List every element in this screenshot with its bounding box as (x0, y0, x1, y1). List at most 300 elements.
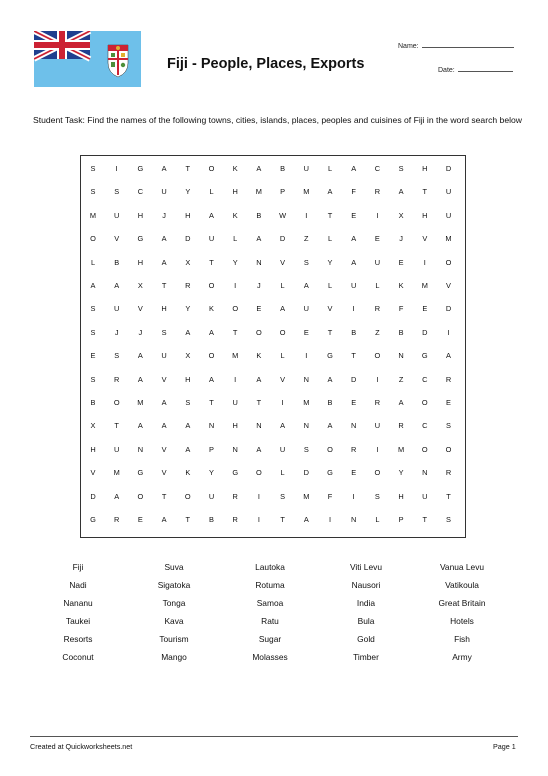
grid-letter: K (209, 304, 214, 314)
word-list-item: Samoa (256, 598, 284, 608)
grid-letter: V (161, 468, 167, 478)
grid-letter: U (208, 234, 215, 244)
word-list-item: Taukei (65, 616, 91, 626)
grid-letter: M (421, 281, 428, 290)
grid-letter: V (161, 374, 167, 384)
grid-letter: I (376, 210, 379, 220)
grid-letter: R (374, 398, 381, 407)
grid-letter: N (256, 421, 262, 431)
word-list-item: India (356, 598, 376, 608)
grid-letter: A (327, 421, 333, 431)
grid-letter: O (184, 491, 191, 501)
grid-letter: O (421, 444, 428, 454)
grid-letter: K (232, 164, 238, 173)
grid-letter: M (232, 351, 239, 361)
date-field[interactable] (438, 64, 513, 74)
grid-letter: A (446, 351, 451, 361)
word-list-item: Rotuma (255, 580, 285, 590)
grid-letter: R (351, 444, 357, 454)
grid-letter: R (114, 374, 120, 384)
grid-letter: V (161, 444, 167, 454)
grid-letter: T (280, 515, 285, 524)
grid-letter: S (114, 351, 120, 361)
grid-letter: A (137, 351, 143, 361)
grid-letter: E (351, 210, 357, 220)
grid-letter: R (232, 515, 238, 524)
grid-letter: V (90, 468, 96, 478)
grid-letter: F (351, 187, 356, 197)
grid-letter: Y (327, 257, 333, 267)
grid-letter: T (209, 398, 214, 407)
grid-letter: B (280, 164, 286, 173)
grid-letter: O (327, 444, 333, 454)
grid-letter: M (137, 398, 144, 407)
grid-letter: E (256, 304, 262, 314)
grid-letter: A (280, 421, 286, 431)
word-list-item: Army (452, 652, 472, 662)
grid-letter: I (234, 281, 237, 290)
grid-letter: A (161, 398, 167, 407)
grid-letter: M (89, 210, 97, 220)
grid-letter: M (303, 398, 310, 407)
grid-letter: S (303, 257, 309, 267)
grid-letter: M (398, 444, 405, 454)
grid-letter: O (279, 327, 286, 337)
grid-letter: K (256, 351, 262, 361)
grid-letter: U (303, 304, 309, 314)
grid-letter: R (232, 491, 238, 501)
grid-letter: A (256, 234, 262, 244)
grid-letter: T (256, 398, 262, 407)
grid-letter: T (114, 421, 119, 431)
grid-letter: Y (398, 468, 404, 478)
grid-letter: N (398, 351, 404, 361)
grid-letter: L (280, 468, 285, 478)
grid-letter: A (209, 327, 214, 337)
grid-letter: Y (209, 468, 214, 478)
grid-letter: O (256, 468, 262, 478)
word-list-item: Fish (454, 634, 470, 644)
grid-letter: H (137, 257, 144, 267)
word-list-item: Nausori (351, 580, 381, 590)
grid-letter: I (234, 374, 237, 384)
footer-credit: Created at Quickworksheets.net (30, 742, 133, 751)
grid-letter: U (232, 398, 238, 407)
grid-letter: D (279, 234, 286, 244)
grid-letter: K (398, 281, 404, 290)
grid-letter: R (398, 421, 404, 431)
grid-letter: H (137, 210, 144, 220)
grid-letter: H (161, 304, 167, 314)
grid-letter: K (232, 210, 238, 220)
grid-letter: D (445, 304, 452, 314)
grid-letter: M (303, 187, 310, 197)
grid-letter: U (303, 164, 309, 173)
grid-letter: V (137, 304, 143, 314)
word-list-item: Lautoka (255, 562, 285, 572)
grid-letter: H (232, 187, 238, 197)
grid-letter: U (114, 444, 120, 454)
grid-letter: A (209, 210, 214, 220)
word-list-item: Timber (353, 652, 379, 662)
grid-letter: T (185, 164, 191, 173)
grid-letter: R (114, 515, 120, 524)
grid-letter: E (398, 257, 404, 267)
grid-letter: A (351, 234, 357, 244)
grid-letter: A (256, 374, 262, 384)
grid-letter: U (374, 257, 381, 267)
grid-letter: A (161, 421, 167, 431)
grid-letter: P (280, 187, 286, 197)
grid-letter: N (303, 421, 309, 431)
grid-letter: A (303, 515, 309, 524)
grid-letter: O (232, 304, 239, 314)
grid-letter: T (161, 281, 167, 290)
grid-letter: S (446, 515, 451, 524)
grid-letter: G (90, 515, 96, 524)
grid-letter: O (208, 164, 215, 173)
grid-letter: S (90, 164, 96, 173)
grid-letter: S (90, 374, 96, 384)
grid-letter: I (376, 444, 379, 454)
grid-letter: A (280, 304, 286, 314)
grid-letter: U (422, 491, 428, 501)
grid-letter: C (137, 187, 144, 197)
grid-letter: H (422, 210, 428, 220)
grid-letter: T (209, 257, 214, 267)
grid-letter: F (398, 304, 404, 314)
grid-letter: A (161, 234, 167, 244)
grid-letter: H (185, 210, 191, 220)
footer-page-number: Page 1 (493, 742, 516, 751)
grid-letter: L (280, 281, 285, 290)
footer-divider (30, 736, 518, 737)
grid-letter: O (445, 444, 452, 454)
grid-letter: R (185, 281, 191, 290)
grid-letter: G (137, 234, 144, 244)
word-list-item: Kava (164, 616, 184, 626)
word-list-item: Sigatoka (157, 580, 191, 590)
grid-letter: O (137, 491, 144, 501)
word-search-grid (80, 155, 466, 538)
grid-letter: D (303, 468, 309, 478)
grid-letter: A (137, 421, 143, 431)
grid-letter: U (161, 187, 167, 197)
grid-letter: A (185, 327, 191, 337)
grid-letter: G (327, 468, 333, 478)
grid-letter: X (185, 257, 191, 267)
grid-letter: V (422, 234, 428, 244)
grid-letter: Y (185, 304, 191, 314)
grid-letter: G (137, 164, 144, 173)
grid-letter: T (446, 491, 451, 501)
grid-letter: E (351, 468, 357, 478)
grid-letter: J (399, 234, 403, 244)
grid-letter: N (303, 374, 309, 384)
grid-letter: I (257, 515, 260, 524)
grid-letter: V (280, 257, 286, 267)
grid-letter: A (398, 398, 404, 407)
grid-letter: M (113, 468, 120, 478)
grid-letter: T (327, 327, 333, 337)
grid-letter: H (90, 444, 96, 454)
grid-letter: I (281, 398, 284, 407)
grid-letter: O (421, 398, 428, 407)
grid-letter: U (279, 444, 286, 454)
task-instructions: Student Task: Find the names of the following towns, cities, islands, places, peoples and cuisines of Fiji in the word search below (33, 115, 522, 125)
grid-letter: E (303, 327, 309, 337)
grid-letter: J (257, 281, 261, 290)
grid-letter: E (137, 515, 143, 524)
grid-letter: U (445, 210, 452, 220)
grid-letter: L (327, 234, 333, 244)
grid-letter: K (185, 468, 191, 478)
grid-letter: L (90, 257, 96, 267)
grid-letter: J (114, 327, 119, 337)
grid-letter: C (422, 421, 428, 431)
grid-letter: U (351, 281, 357, 290)
grid-letter: R (445, 468, 452, 478)
word-list-item: Hotels (450, 616, 474, 626)
name-label: Name: (398, 43, 419, 50)
word-list-item: Ratu (261, 616, 279, 626)
grid-letter: H (232, 421, 238, 431)
grid-letter: X (398, 210, 404, 220)
grid-letter: G (232, 468, 239, 478)
grid-letter: A (137, 374, 143, 384)
grid-letter: V (280, 374, 286, 384)
grid-letter: A (351, 257, 357, 267)
grid-letter: O (374, 351, 381, 361)
grid-letter: L (375, 515, 380, 524)
grid-letter: C (374, 164, 381, 173)
grid-letter: I (305, 210, 308, 220)
grid-letter: E (351, 398, 357, 407)
grid-letter: N (351, 421, 357, 431)
grid-letter: N (256, 257, 262, 267)
grid-letter: A (351, 164, 357, 173)
grid-letter: T (422, 515, 428, 524)
grid-letter: J (162, 210, 166, 220)
grid-letter: T (232, 327, 238, 337)
grid-letter: O (90, 234, 96, 244)
grid-letter: P (209, 444, 214, 454)
word-list-item: Great Britain (438, 598, 486, 608)
fiji-flag-icon (34, 31, 141, 87)
grid-letter: Y (232, 257, 238, 267)
word-list-item: Fiji (72, 562, 84, 572)
grid-letter: N (351, 515, 357, 524)
grid-letter: U (114, 210, 120, 220)
grid-letter: E (422, 304, 428, 314)
grid-letter: A (256, 444, 262, 454)
grid-letter: A (185, 421, 191, 431)
word-list-item: Bula (357, 616, 375, 626)
word-list-item: Molasses (252, 652, 288, 662)
word-list-item: Nananu (63, 598, 93, 608)
grid-letter: Z (375, 327, 380, 337)
grid-letter: S (114, 187, 120, 197)
grid-letter: L (280, 351, 285, 361)
grid-letter: I (352, 304, 355, 314)
grid-letter: Z (304, 234, 309, 244)
grid-letter: A (398, 187, 404, 197)
word-list-item: Coconut (62, 652, 94, 662)
grid-letter: B (398, 327, 404, 337)
grid-letter: S (161, 327, 167, 337)
grid-letter: M (255, 187, 262, 197)
grid-letter: I (423, 257, 426, 267)
grid-letter: H (422, 164, 428, 173)
word-list (30, 561, 510, 669)
grid-letter: S (303, 444, 309, 454)
grid-letter: I (328, 515, 332, 524)
grid-letter: H (185, 374, 191, 384)
grid-letter: E (446, 398, 451, 407)
grid-letter: L (209, 187, 214, 197)
grid-letter: B (209, 515, 214, 524)
grid-letter: A (90, 281, 96, 290)
grid-letter: D (351, 374, 357, 384)
name-field[interactable] (398, 40, 514, 50)
grid-letter: N (137, 444, 144, 454)
grid-letter: D (90, 491, 96, 501)
word-list-item: Gold (357, 634, 375, 644)
grid-letter: E (90, 351, 96, 361)
grid-letter: O (208, 351, 215, 361)
grid-letter: V (114, 234, 120, 244)
grid-letter: T (161, 491, 167, 501)
word-list-item: Resorts (63, 634, 93, 644)
word-list-item: Nadi (69, 580, 87, 590)
grid-letter: I (447, 327, 450, 337)
grid-letter: D (422, 327, 428, 337)
grid-letter: S (90, 327, 96, 337)
grid-letter: A (185, 444, 191, 454)
grid-letter: I (352, 491, 355, 501)
grid-letter: T (185, 515, 191, 524)
grid-letter: V (327, 304, 333, 314)
word-list-item: Tourism (159, 634, 189, 644)
grid-letter: A (161, 164, 167, 173)
grid-letter: A (114, 281, 120, 290)
grid-letter: D (445, 164, 452, 173)
grid-letter: N (422, 468, 428, 478)
grid-letter: A (256, 164, 262, 173)
grid-letter: A (327, 187, 333, 197)
grid-letter: S (185, 398, 191, 407)
grid-letter: S (446, 421, 451, 431)
grid-letter: A (303, 281, 309, 290)
grid-letter: I (115, 164, 118, 173)
grid-letter: M (445, 234, 452, 244)
grid-letter: L (375, 281, 380, 290)
grid-letter: S (280, 491, 286, 501)
grid-letter: M (303, 491, 310, 501)
grid-letter: F (327, 491, 333, 501)
grid-letter: E (374, 234, 380, 244)
grid-letter: X (137, 281, 143, 290)
grid-letter: N (232, 444, 238, 454)
grid-letter: C (422, 374, 428, 384)
grid-letter: T (327, 210, 333, 220)
grid-letter: L (327, 164, 333, 173)
grid-letter: R (374, 304, 381, 314)
grid-letter: I (257, 491, 260, 501)
grid-letter: B (351, 327, 357, 337)
word-list-item: Sugar (258, 634, 282, 644)
grid-letter: X (185, 351, 191, 361)
grid-letter: O (256, 327, 262, 337)
grid-letter: G (421, 351, 428, 361)
grid-letter: G (137, 468, 144, 478)
grid-letter: S (90, 304, 96, 314)
grid-letter: U (445, 187, 452, 197)
page-title: Fiji - People, Places, Exports (167, 56, 365, 72)
grid-letter: Y (185, 187, 191, 197)
grid-letter: I (376, 374, 379, 384)
grid-letter: A (114, 491, 120, 501)
grid-letter: L (233, 234, 238, 244)
grid-letter: A (327, 374, 333, 384)
grid-letter: O (208, 281, 215, 290)
grid-letter: A (161, 257, 167, 267)
grid-letter: B (327, 398, 333, 407)
grid-letter: V (446, 281, 451, 290)
grid-letter: S (374, 491, 380, 501)
grid-letter: G (327, 351, 333, 361)
word-list-item: Vatikoula (445, 580, 479, 590)
grid-letter: D (185, 234, 191, 244)
grid-letter: U (114, 304, 120, 314)
grid-letter: S (90, 187, 96, 197)
grid-letter: Z (398, 374, 404, 384)
grid-letter: H (398, 491, 404, 501)
date-underline[interactable] (458, 64, 513, 72)
grid-letter: X (90, 421, 96, 431)
grid-letter: R (445, 374, 452, 384)
grid-letter: B (90, 398, 96, 407)
grid-letter: I (305, 351, 308, 361)
grid-letter: A (161, 515, 167, 524)
grid-letter: B (256, 210, 262, 220)
grid-letter: S (398, 164, 404, 173)
word-list-item: Suva (164, 562, 184, 572)
grid-letter: U (161, 351, 167, 361)
word-list-item: Tonga (162, 598, 186, 608)
grid-letter: T (422, 187, 428, 197)
grid-letter: L (327, 281, 333, 290)
word-list-item: Vanua Levu (439, 562, 485, 572)
word-list-item: Viti Levu (350, 562, 382, 572)
grid-letter: O (374, 468, 381, 478)
grid-letter: T (351, 351, 356, 361)
grid-letter: J (138, 327, 143, 337)
grid-letter: A (209, 374, 214, 384)
grid-letter: U (208, 491, 215, 501)
name-underline[interactable] (422, 40, 514, 48)
date-label: Date: (438, 67, 455, 74)
grid-letter: W (279, 210, 287, 220)
grid-letter: O (113, 398, 120, 407)
grid-letter: O (445, 257, 452, 267)
grid-letter: P (398, 515, 404, 524)
grid-letter: R (374, 187, 381, 197)
grid-letter: U (374, 421, 381, 431)
grid-letter: B (114, 257, 120, 267)
word-list-item: Mango (161, 652, 187, 662)
grid-letter: N (208, 421, 215, 431)
